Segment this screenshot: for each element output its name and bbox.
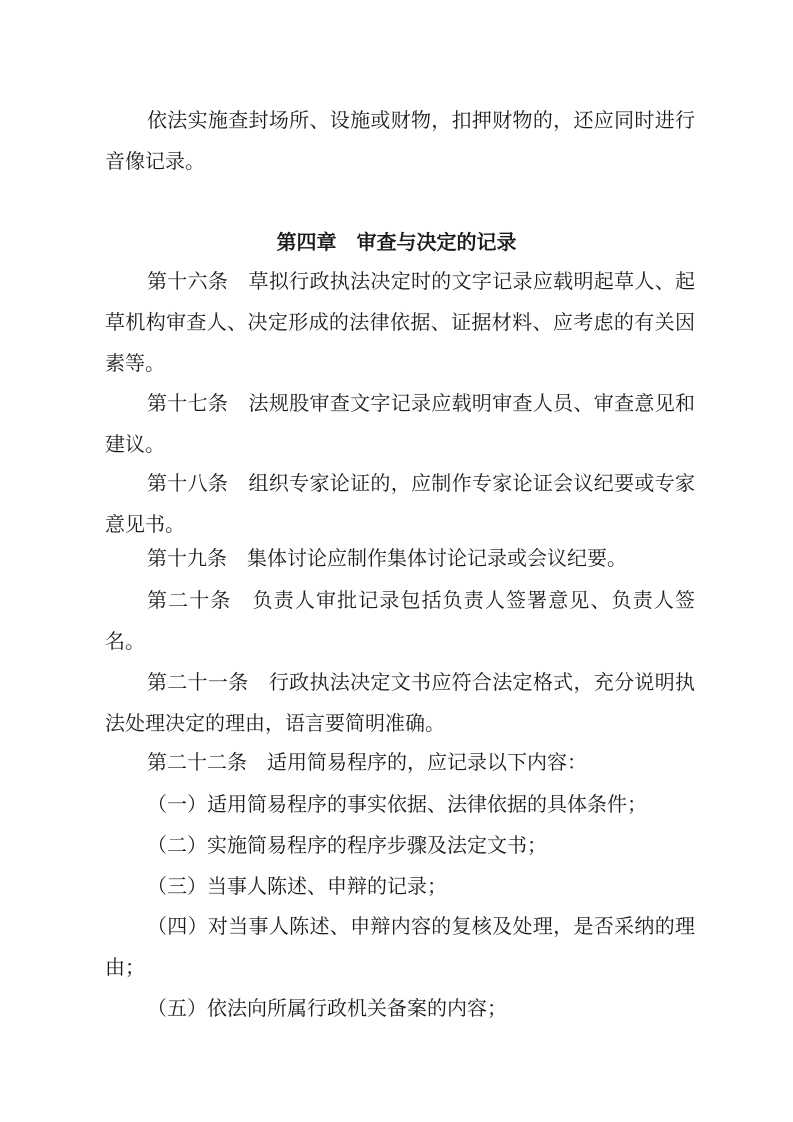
article-number: 第十九条 bbox=[147, 546, 227, 570]
article-text: 集体讨论应制作集体讨论记录或会议纪要。 bbox=[247, 546, 627, 570]
article-19 bbox=[105, 538, 695, 579]
article-number: 第十八条 bbox=[147, 471, 229, 495]
article-text: 负责人审批记录包括负责人签署意见、负责人签名。 bbox=[105, 588, 696, 653]
article-number: 第二十一条 bbox=[147, 670, 249, 694]
article-number: 第二十二条 bbox=[147, 750, 247, 774]
article-number: 第十七条 bbox=[147, 391, 229, 415]
article-number: 第十六条 bbox=[147, 269, 229, 293]
article-22 bbox=[105, 742, 695, 783]
chapter-heading: 第四章 审查与决定的记录 bbox=[276, 230, 517, 254]
list-item: （四）对当事人陈述、申辩内容的复核及处理，是否采纳的理由； bbox=[105, 914, 695, 979]
article-17 bbox=[105, 383, 695, 465]
list-item: （五）依法向所属行政机关备案的内容； bbox=[147, 996, 507, 1020]
article-21 bbox=[105, 662, 695, 744]
article-number: 第二十条 bbox=[147, 588, 232, 612]
article-16 bbox=[105, 261, 695, 384]
list-item: （一）适用简易程序的事实依据、法律依据的具体条件； bbox=[147, 792, 647, 816]
article-text: 组织专家论证的，应制作专家论证会议纪要或专家意见书。 bbox=[105, 471, 696, 536]
article-20 bbox=[105, 580, 695, 662]
article-text: 法规股审查文字记录应载明审查人员、审查意见和建议。 bbox=[105, 391, 696, 456]
list-item: （三）当事人陈述、申辩的记录； bbox=[147, 874, 447, 898]
paragraph-seizure-recording: 依法实施查封场所、设施或财物，扣押财物的，还应同时进行音像记录。 bbox=[105, 108, 695, 173]
article-text: 草拟行政执法决定时的文字记录应载明起草人、起草机构审查人、决定形成的法律依据、证据材料、应考虑的有关因素等。 bbox=[105, 269, 696, 375]
article-text: 行政执法决定文书应符合法定格式，充分说明执法处理决定的理由，语言要简明准确。 bbox=[105, 670, 696, 735]
list-item: （二）实施简易程序的程序步骤及法定文书； bbox=[147, 833, 547, 857]
article-18 bbox=[105, 463, 695, 545]
article-text: 适用简易程序的，应记录以下内容： bbox=[267, 750, 587, 774]
